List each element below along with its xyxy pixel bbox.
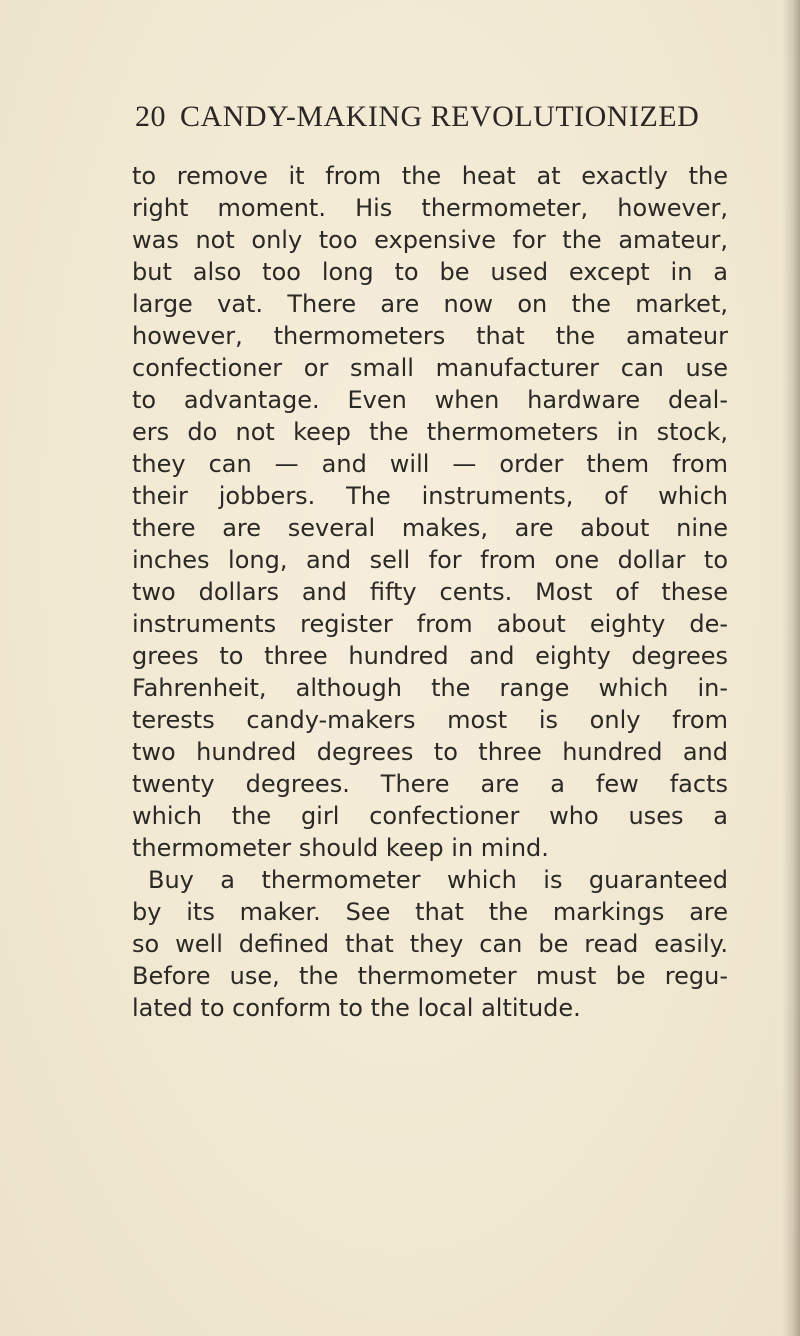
running-title: CANDY-MAKING REVOLUTIONIZED (180, 100, 700, 133)
text-line: their jobbers. The instruments, of which (132, 482, 728, 510)
text-line: confectioner or small manufacturer can use (132, 354, 728, 382)
text-line: so well defined that they can be read easily. (132, 930, 728, 958)
text-line: to advantage. Even when hardware deal- (132, 386, 728, 414)
text-line: instruments register from about eighty de- (132, 610, 728, 638)
text-line: was not only too expensive for the amateur, (132, 226, 728, 254)
text-line: by its maker. See that the markings are (132, 898, 728, 926)
text-line: they can — and will — order them from (132, 450, 728, 478)
text-line: grees to three hundred and eighty degrees (132, 642, 728, 670)
running-head (135, 100, 725, 140)
text-line: two hundred degrees to three hundred and (132, 738, 728, 766)
text-line: Buy a thermometer which is guaranteed (148, 866, 728, 894)
text-line: two dollars and fifty cents. Most of these (132, 578, 728, 606)
text-line: there are several makes, are about nine (132, 514, 728, 542)
text-line: Fahrenheit, although the range which in- (132, 674, 728, 702)
text-line: twenty degrees. There are a few facts (132, 770, 728, 798)
page-edge-shadow (782, 0, 800, 1336)
text-line: ers do not keep the thermometers in stock, (132, 418, 728, 446)
text-line: large vat. There are now on the market, (132, 290, 728, 318)
text-line: Before use, the thermometer must be regu- (132, 962, 728, 990)
body-text (132, 160, 728, 1024)
text-line: however, thermometers that the amateur (132, 322, 728, 350)
page-number: 20 (135, 100, 166, 133)
text-line: but also too long to be used except in a (132, 258, 728, 286)
text-line: inches long, and sell for from one dollar to (132, 546, 728, 574)
text-line: which the girl confectioner who uses a (132, 802, 728, 830)
text-line: terests candy-makers most is only from (132, 706, 728, 734)
text-line: to remove it from the heat at exactly the (132, 162, 728, 190)
text-line: lated to conform to the local altitude. (132, 994, 581, 1022)
text-line: thermometer should keep in mind. (132, 834, 549, 862)
text-line: right moment. His thermometer, however, (132, 194, 728, 222)
